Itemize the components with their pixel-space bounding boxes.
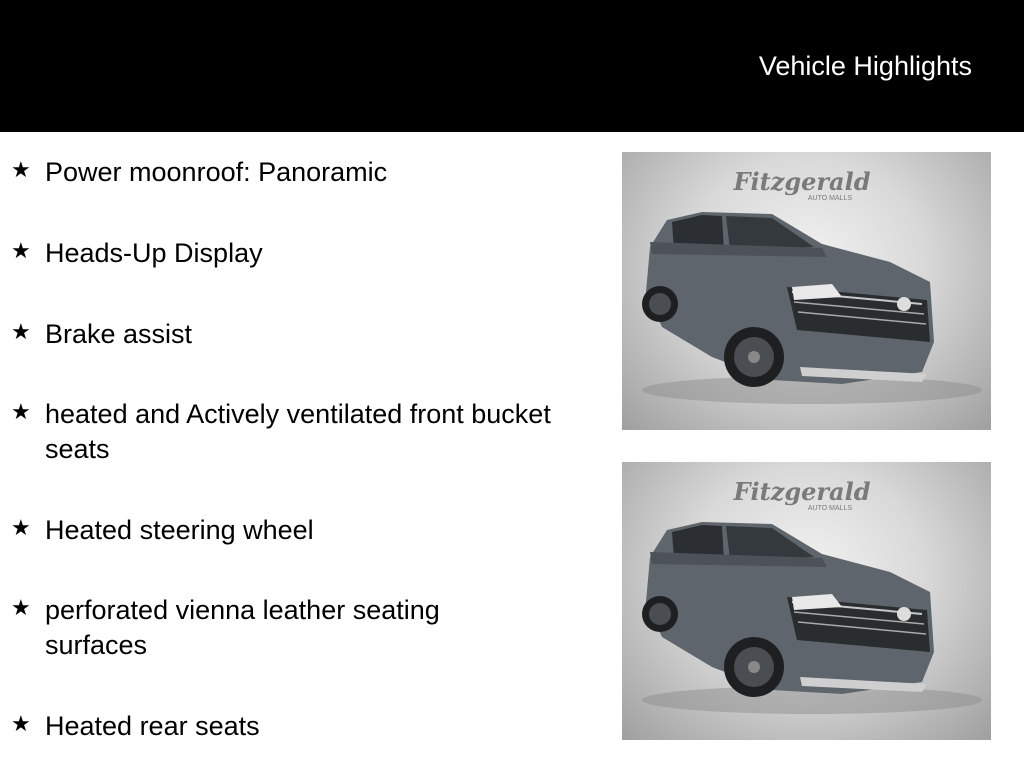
- list-item-text: Heads-Up Display: [45, 238, 263, 268]
- star-icon: ★: [11, 320, 31, 345]
- page-title: Vehicle Highlights: [758, 51, 972, 81]
- star-icon: ★: [11, 712, 31, 737]
- dealer-logo-sub: AUTO MALLS: [807, 505, 853, 512]
- vehicle-image: [642, 212, 934, 387]
- list-item-text: perforated vienna leather seating surfaces: [45, 595, 440, 660]
- header-bar: [0, 0, 1024, 132]
- list-item-text: Power moonroof: Panoramic: [45, 157, 388, 187]
- dealer-logo: Fitzgerald: [733, 477, 871, 506]
- vehicle-photo: [622, 152, 991, 430]
- star-icon: ★: [11, 516, 31, 541]
- star-icon: ★: [11, 239, 31, 264]
- dealer-logo-sub: AUTO MALLS: [807, 195, 853, 202]
- star-icon: ★: [11, 158, 31, 183]
- star-icon: ★: [11, 596, 31, 621]
- dealer-logo: Fitzgerald: [733, 167, 871, 196]
- list-item-text: heated and Actively ventilated front bucket seats: [45, 399, 551, 464]
- list-item-text: Brake assist: [45, 319, 193, 349]
- list-item-text: Heated rear seats: [45, 711, 260, 741]
- vehicle-image: [642, 522, 934, 697]
- star-icon: ★: [11, 400, 31, 425]
- list-item-text: Heated steering wheel: [45, 515, 314, 545]
- vehicle-photo: [622, 462, 991, 740]
